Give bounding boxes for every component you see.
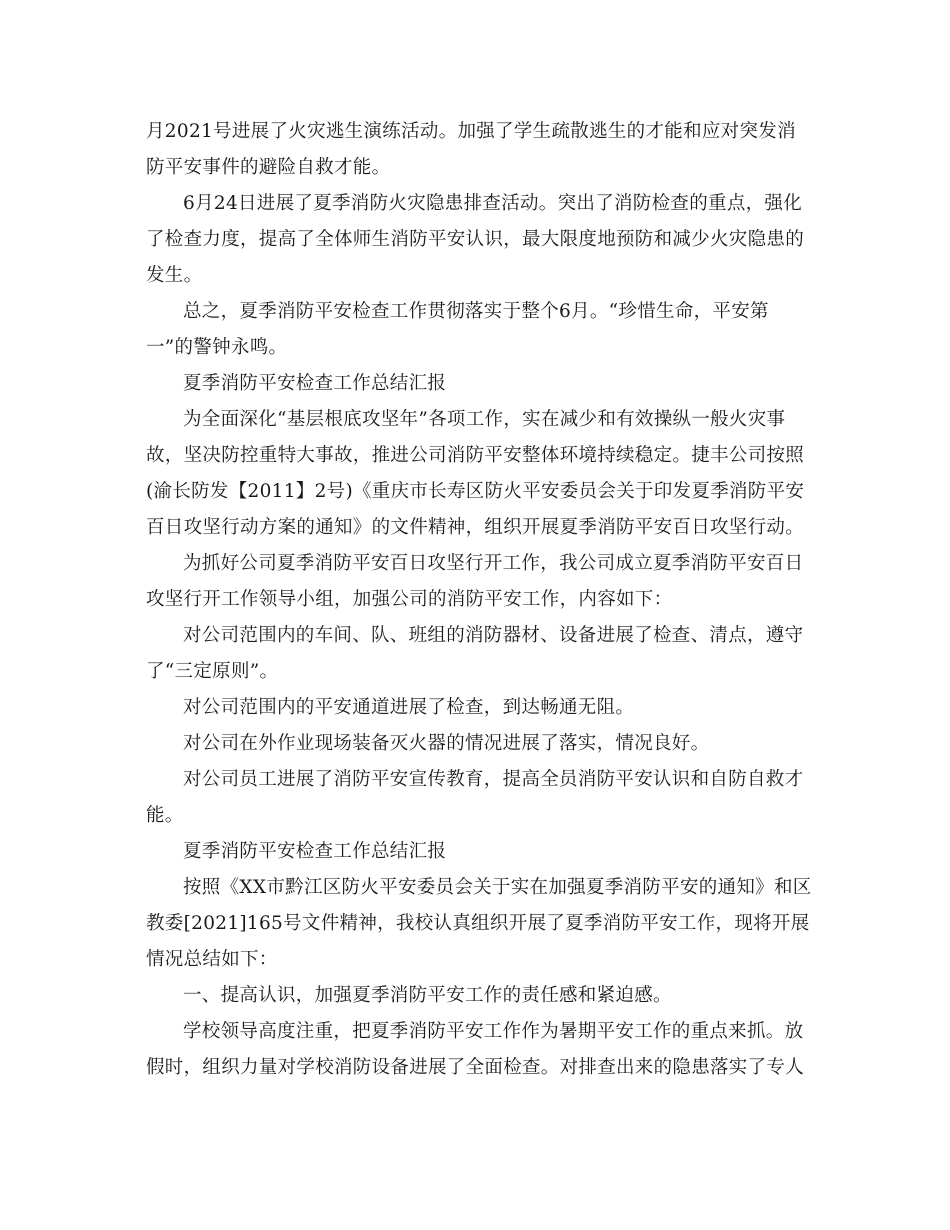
section-heading-2 bbox=[146, 834, 806, 870]
text-line: 按照《XX市黔江区防火平安委员会关于实在加强夏季消防平安的通知》和区 bbox=[183, 877, 812, 898]
text-line: 能。 bbox=[146, 805, 184, 826]
text-line: (渝长防发【2011】2号)《重庆市长寿区防火平安委员会关于印发夏季消防平安 bbox=[146, 481, 805, 502]
document-page bbox=[146, 114, 812, 1086]
text-line: 为全面深化“基层根底攻坚年”各项工作，实在减少和有效操纵一般火灾事 bbox=[183, 409, 786, 430]
paragraph-14 bbox=[146, 1014, 806, 1086]
text-line: 月2021号进展了火灾逃生演练活动。加强了学生疏散逃生的才能和应对突发消 bbox=[146, 121, 796, 142]
text-line: 假时，组织力量对学校消防设备进展了全面检查。对排查出来的隐患落实了专人 bbox=[146, 1057, 805, 1078]
text-line: 防平安事件的避险自救才能。 bbox=[146, 157, 391, 178]
paragraph-6 bbox=[146, 546, 806, 618]
paragraph-13 bbox=[146, 978, 806, 1014]
text-line: 对公司在外作业现场装备灭火器的情况进展了落实，情况良好。 bbox=[183, 733, 710, 754]
text-line: 一”的警钟永鸣。 bbox=[146, 337, 288, 358]
paragraph-1 bbox=[146, 114, 806, 186]
section-heading-1 bbox=[146, 366, 806, 402]
text-line: 百日攻坚行动方案的通知》的文件精神，组织开展夏季消防平安百日攻坚行动。 bbox=[146, 517, 805, 538]
paragraph-12 bbox=[146, 870, 812, 978]
paragraph-10 bbox=[146, 762, 806, 834]
text-line: 对公司员工进展了消防平安宣传教育，提高全员消防平安认识和自防自救才 bbox=[183, 769, 804, 790]
text-line: 情况总结如下： bbox=[146, 949, 278, 970]
paragraph-2 bbox=[146, 186, 806, 294]
paragraph-9 bbox=[146, 726, 806, 762]
text-line: 对公司范围内的车间、队、班组的消防器材、设备进展了检查、清点，遵守 bbox=[183, 625, 804, 646]
text-line: 了“三定原则”。 bbox=[146, 661, 279, 682]
paragraph-3 bbox=[146, 294, 806, 366]
text-line: 对公司范围内的平安通道进展了检查，到达畅通无阻。 bbox=[183, 697, 635, 718]
heading-text: 夏季消防平安检查工作总结汇报 bbox=[183, 841, 447, 862]
text-line: 教委[2021]165号文件精神，我校认真组织开展了夏季消防平安工作，现将开展 bbox=[146, 913, 810, 934]
text-line: 了检查力度，提高了全体师生消防平安认识，最大限度地预防和减少火灾隐患的 bbox=[146, 229, 805, 250]
text-line: 故，坚决防控重特大事故，推进公司消防平安整体环境持续稳定。捷丰公司按照 bbox=[146, 445, 805, 466]
text-line: 6月24日进展了夏季消防火灾隐患排查活动。突出了消防检查的重点，强化 bbox=[183, 193, 803, 214]
paragraph-5 bbox=[146, 402, 806, 546]
paragraph-7 bbox=[146, 618, 806, 690]
paragraph-8 bbox=[146, 690, 806, 726]
text-line: 一、提高认识，加强夏季消防平安工作的责任感和紧迫感。 bbox=[183, 985, 672, 1006]
text-line: 为抓好公司夏季消防平安百日攻坚行开工作，我公司成立夏季消防平安百日 bbox=[183, 553, 804, 574]
text-line: 发生。 bbox=[146, 265, 203, 286]
text-line: 学校领导高度注重，把夏季消防平安工作作为暑期平安工作的重点来抓。放 bbox=[183, 1021, 804, 1042]
text-line: 攻坚行开工作领导小组，加强公司的消防平安工作，内容如下： bbox=[146, 589, 673, 610]
heading-text: 夏季消防平安检查工作总结汇报 bbox=[183, 373, 447, 394]
text-line: 总之，夏季消防平安检查工作贯彻落实于整个6月。“珍惜生命，平安第 bbox=[183, 301, 769, 322]
